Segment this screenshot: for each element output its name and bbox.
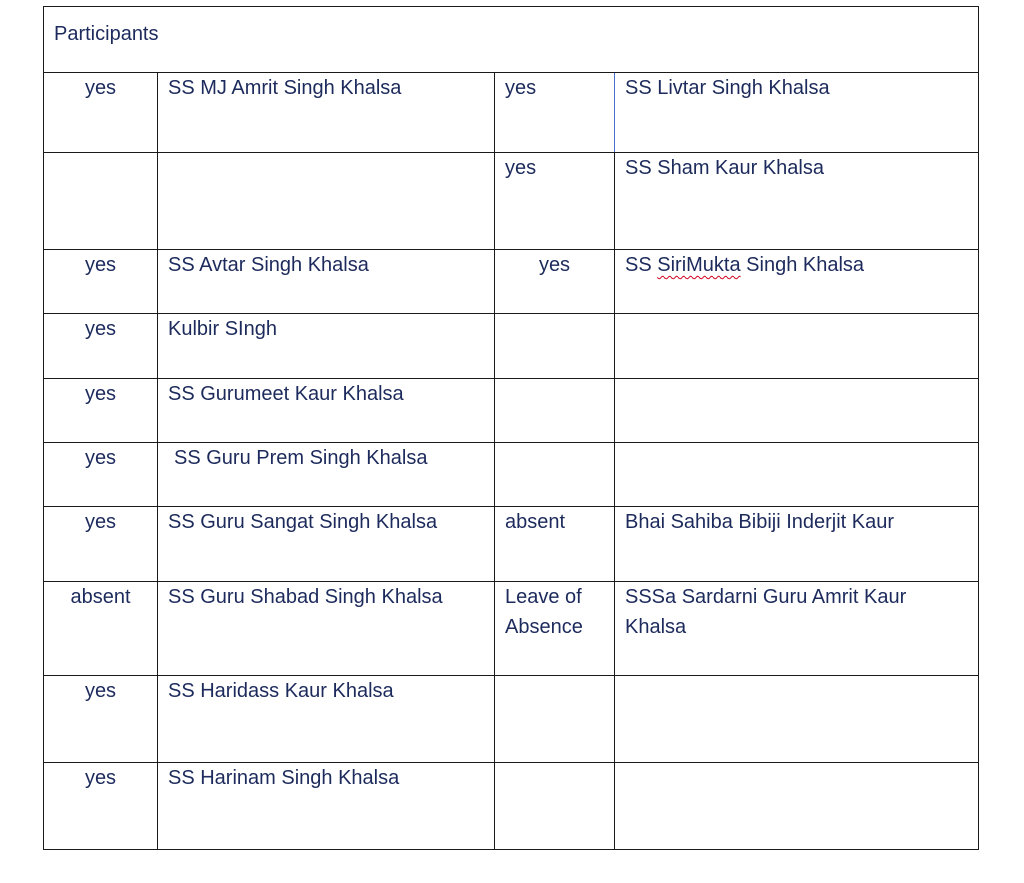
status-cell[interactable]	[495, 676, 615, 763]
status-cell[interactable]: yes	[44, 443, 158, 507]
name-cell[interactable]: SS Avtar Singh Khalsa	[158, 250, 495, 314]
name-cell[interactable]: SS Gurumeet Kaur Khalsa	[158, 379, 495, 443]
status-cell[interactable]: yes	[44, 763, 158, 850]
table-title[interactable]: Participants	[44, 7, 979, 73]
table-row	[44, 379, 979, 443]
table-row	[44, 250, 979, 314]
status-cell[interactable]: yes	[44, 379, 158, 443]
name-cell[interactable]	[158, 443, 495, 507]
name-cell[interactable]	[158, 153, 495, 250]
name-cell[interactable]: SS Livtar Singh Khalsa	[615, 73, 979, 153]
status-cell[interactable]	[495, 379, 615, 443]
status-cell[interactable]: yes	[44, 314, 158, 379]
table-row	[44, 73, 979, 153]
status-cell[interactable]	[495, 763, 615, 850]
misspelled-word: SiriMukta	[657, 254, 741, 276]
name-text: SS Guru Prem Singh Khalsa	[174, 447, 428, 469]
name-suffix: Singh Khalsa	[740, 254, 865, 276]
status-cell[interactable]: yes	[44, 507, 158, 582]
status-cell[interactable]: absent	[44, 582, 158, 676]
name-cell[interactable]	[615, 763, 979, 850]
status-cell[interactable]: yes	[44, 250, 158, 314]
status-cell[interactable]: yes	[44, 73, 158, 153]
name-cell[interactable]	[615, 676, 979, 763]
table-row	[44, 763, 979, 850]
table-row	[44, 443, 979, 507]
name-cell[interactable]	[615, 379, 979, 443]
name-cell[interactable]: SSSa Sardarni Guru Amrit Kaur Khalsa	[615, 582, 979, 676]
status-cell[interactable]: yes	[44, 676, 158, 763]
status-cell[interactable]	[44, 153, 158, 250]
status-cell[interactable]	[495, 314, 615, 379]
name-prefix: SS	[625, 254, 658, 276]
participants-table	[43, 6, 979, 850]
table-row	[44, 676, 979, 763]
table-row	[44, 153, 979, 250]
status-cell[interactable]: yes	[495, 250, 615, 314]
name-cell[interactable]	[615, 250, 979, 314]
status-cell[interactable]: absent	[495, 507, 615, 582]
status-cell[interactable]: yes	[495, 153, 615, 250]
status-cell[interactable]: yes	[495, 73, 615, 153]
table-row	[44, 314, 979, 379]
table-row	[44, 582, 979, 676]
name-cell[interactable]: SS Guru Shabad Singh Khalsa	[158, 582, 495, 676]
name-cell[interactable]	[615, 314, 979, 379]
status-cell[interactable]	[495, 443, 615, 507]
name-cell[interactable]: SS MJ Amrit Singh Khalsa	[158, 73, 495, 153]
name-cell[interactable]: Kulbir SIngh	[158, 314, 495, 379]
name-cell[interactable]: SS Haridass Kaur Khalsa	[158, 676, 495, 763]
name-cell[interactable]: SS Harinam Singh Khalsa	[158, 763, 495, 850]
name-cell[interactable]	[615, 443, 979, 507]
table-row	[44, 507, 979, 582]
name-cell[interactable]: Bhai Sahiba Bibiji Inderjit Kaur	[615, 507, 979, 582]
status-cell[interactable]: Leave of Absence	[495, 582, 615, 676]
table-header-row	[44, 7, 979, 73]
name-cell[interactable]: SS Sham Kaur Khalsa	[615, 153, 979, 250]
name-cell[interactable]: SS Guru Sangat Singh Khalsa	[158, 507, 495, 582]
